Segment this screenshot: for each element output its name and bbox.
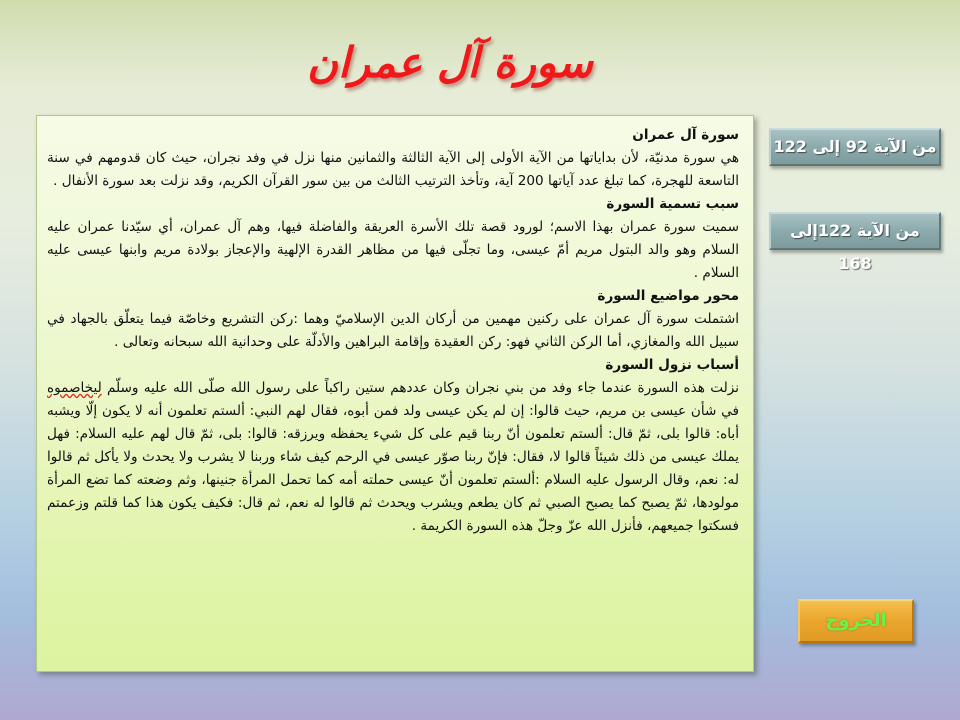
verses-122-168-button[interactable]: من الآية 122إلى 168 <box>769 212 941 250</box>
section-body-revelation <box>47 377 739 538</box>
section-heading-naming: سبب تسمية السورة <box>606 196 739 212</box>
page-title: سورة آل عمران <box>307 38 593 87</box>
section-heading-revelation: أسباب نزول السورة <box>605 357 739 373</box>
section-body-themes: اشتملت سورة آل عمران على ركنين مهمين من أركان الدين الإسلاميّ وهما :ركن التشريع وخاصّة فيما يتعلّق بالجهاد في سبيل الله والمغازي، أما الركن الثاني فهو: ركن العقيدة وإقامة البراهين والأدلّة على وحدانية الله سبحانه وتعالى . <box>47 311 739 350</box>
verses-92-122-button[interactable]: من الآية 92 إلى 122 <box>769 128 941 166</box>
surah-info-textbox <box>36 115 754 672</box>
revelation-text-part2: في شأن عيسى بن مريم، حيث قالوا: إن لم يكن عيسى ولد فمن أبوه، فقال لهم النبي: ألستم تعلمون أنه لا يكون إلّا ويشبه أباه: قالوا بلى، ثمّ قال: ألستم تعلمون أنّ ربنا قيم على كل شيء يحفظه ويرزقه: قالوا: بلى، ثمّ قال لهم عليه السلام: فهل يملك عيسى من ذلك شيئاً قالوا لا، فقال: فإنّ ربنا صوّر عيسى في الرحم كيف شاء وربنا لا يشرب ولا يحدث ولا يأكل ثم قالوا له: نعم، وقال الرسول عليه السلام :ألستم تعلمون أنّ عيسى حملته أمه كما تحمل المرأة جنينها، وثم وضعته كما تضع المرأة مولودها، ثمّ يصبح كما يصبح الصبي ثم كان يطعم ويشرب ويحدث ثم قالوا له نعم، ثم قال: فكيف يكون هذا كما قلتم وزعمتم فسكتوا جميعهم، فأنزل الله عزّ وجلّ هذه السورة الكريمة . <box>47 403 739 534</box>
section-body-intro: هي سورة مدنيّة، لأن بداياتها من الآية الأولى إلى الآية الثالثة والثمانين منها نزل في وفد نجران، حيث كان قدومهم في سنة التاسعة للهجرة، كما تبلغ عدد آياتها 200 آية، وتأخذ الترتيب الثالث من بين سور القرآن الكريم، وقد نزلت بعد سورة الأنفال . <box>47 150 739 189</box>
spellcheck-marked-word: ليخاصموه <box>47 380 102 396</box>
section-heading-intro: سورة آل عمران <box>632 127 739 143</box>
revelation-text-part1: نزلت هذه السورة عندما جاء وفد من بني نجران وكان عددهم ستين راكباً على رسول الله صلّى الله عليه وسلّم <box>101 380 739 396</box>
exit-button[interactable]: الخروج <box>798 599 914 643</box>
section-heading-themes: محور مواضيع السورة <box>597 288 739 304</box>
section-body-naming: سميت سورة عمران بهذا الاسم؛ لورود قصة تلك الأسرة العريقة والفاضلة فيها، وهم آل عمران، أي سيّدنا عمران عليه السلام وهو والد البتول مريم أمّ عيسى، وما تجلّى فيها من مظاهر القدرة الإلهية والإعجاز بولادة مريم وابنها عيسى عليه السلام . <box>47 219 739 281</box>
